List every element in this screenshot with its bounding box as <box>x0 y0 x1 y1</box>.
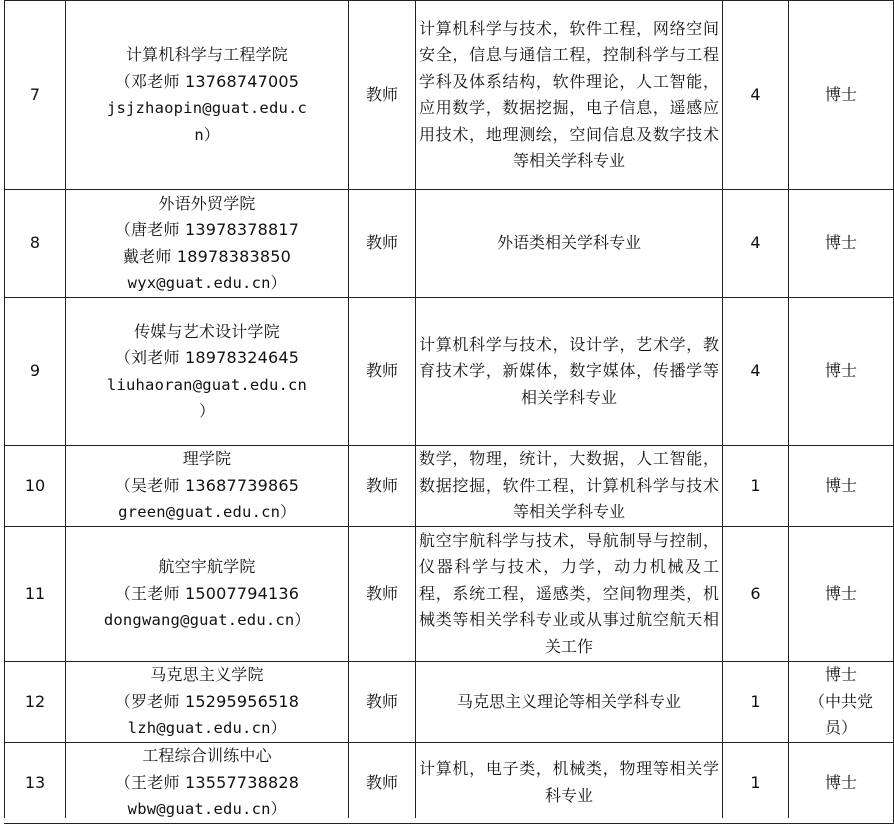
row-number: 9 <box>5 298 66 446</box>
row-number: 8 <box>5 190 66 298</box>
unit-email-cont: ） <box>199 402 215 420</box>
unit-cell <box>66 190 349 298</box>
major-cell <box>416 298 723 446</box>
row-number: 11 <box>5 527 66 662</box>
unit-email-cont: n） <box>194 125 220 144</box>
unit-name: 马克思主义学院 <box>150 665 264 685</box>
count-cell: 1 <box>723 446 789 527</box>
major-text: 马克思主义理论等相关学科专业 <box>456 691 681 711</box>
count-cell: 6 <box>723 527 789 662</box>
unit-email: jsjzhaopin@guat.edu.c <box>106 99 308 117</box>
major-text: 计算机，电子类，机械类，物理等相关学科专业 <box>419 759 719 805</box>
table-row <box>5 662 894 743</box>
major-text: 计算机科学与技术，设计学，艺术学，教育技术学，新媒体，数字媒体，传播学等相关学科专业 <box>419 334 719 407</box>
count-cell: 1 <box>723 743 789 824</box>
table-row <box>5 527 894 662</box>
unit-name: 外语外贸学院 <box>158 193 256 213</box>
unit-contact: （罗老师 15295956518 <box>114 691 300 711</box>
unit-contact: （吴老师 13687739865 <box>114 475 300 495</box>
unit-email: dongwang@guat.edu.cn） <box>103 611 311 630</box>
unit-name: 工程综合训练中心 <box>142 746 272 765</box>
unit-name: 航空宇航学院 <box>158 557 256 577</box>
unit-contact: （王老师 15007794136 <box>114 583 300 603</box>
unit-email: wbw@guat.edu.cn） <box>127 800 287 818</box>
degree-cell: 博士 <box>789 446 894 527</box>
unit-contact: （刘老师 18978324645 <box>114 348 300 367</box>
table-row <box>5 1 894 190</box>
degree-note-cont: 员） <box>824 718 857 738</box>
row-number: 7 <box>5 1 66 190</box>
position-cell: 教师 <box>349 190 416 298</box>
table-row <box>5 298 894 446</box>
major-cell <box>416 662 723 743</box>
major-cell <box>416 446 723 527</box>
count-cell: 4 <box>723 1 789 190</box>
unit-email: lzh@guat.edu.cn） <box>127 719 287 738</box>
degree-cell: 博士 <box>789 190 894 298</box>
major-cell <box>416 190 723 298</box>
degree-text: 博士 <box>824 665 857 685</box>
major-text: 航空宇航科学与技术，导航制导与控制，仪器科学与技术，力学，动力机械及工程，系统工程，遥感类，空间物理类，机械类等相关学科专业或从事过航空航天相关工作 <box>419 530 719 656</box>
unit-contact: （邓老师 13768747005 <box>114 71 300 91</box>
unit-contact: （唐老师 13978378817 <box>114 220 300 239</box>
unit-contact: （王老师 13557738828 <box>114 772 300 792</box>
recruitment-table <box>4 0 894 824</box>
count-cell: 4 <box>723 298 789 446</box>
count-cell: 4 <box>723 190 789 298</box>
degree-cell: 博士 <box>789 527 894 662</box>
degree-cell: 博士 <box>789 1 894 190</box>
degree-cell: 博士 <box>789 298 894 446</box>
major-cell <box>416 1 723 190</box>
unit-name: 计算机科学与工程学院 <box>125 45 288 64</box>
major-cell <box>416 743 723 824</box>
major-text: 数学，物理，统计，大数据，人工智能，数据挖掘，软件工程，计算机科学与技术等相关学科专业 <box>419 449 719 522</box>
position-cell: 教师 <box>349 662 416 743</box>
row-number: 13 <box>5 743 66 824</box>
degree-cell: 博士 <box>789 743 894 824</box>
position-cell: 教师 <box>349 298 416 446</box>
position-cell: 教师 <box>349 527 416 662</box>
table-row <box>5 743 894 824</box>
major-text: 计算机科学与技术，软件工程，网络空间安全，信息与通信工程，控制科学与工程学科及体系结构，软件理论，人工智能，应用数学，数据挖掘，电子信息，遥感应用技术，地理测绘，空间信息及数字技术等相关学科专业 <box>419 18 719 170</box>
unit-email: wyx@guat.edu.cn） <box>127 274 287 292</box>
table-row <box>5 190 894 298</box>
major-cell <box>416 527 723 662</box>
unit-name: 理学院 <box>182 449 232 469</box>
degree-cell <box>789 662 894 743</box>
unit-cell <box>66 527 349 662</box>
page-bottom-strip <box>0 818 817 823</box>
position-cell: 教师 <box>349 446 416 527</box>
position-cell: 教师 <box>349 743 416 824</box>
unit-cell <box>66 1 349 190</box>
unit-email: green@guat.edu.cn） <box>118 503 296 522</box>
unit-cell <box>66 662 349 743</box>
unit-cell <box>66 446 349 527</box>
position-cell: 教师 <box>349 1 416 190</box>
row-number: 12 <box>5 662 66 743</box>
count-cell: 1 <box>723 662 789 743</box>
row-number: 10 <box>5 446 66 527</box>
unit-contact-2: 戴老师 18978383850 <box>122 246 292 266</box>
unit-cell <box>66 743 349 824</box>
unit-email: liuhaoran@guat.edu.cn <box>106 375 308 394</box>
major-text: 外语类相关学科专业 <box>496 233 641 253</box>
degree-note: （中共党 <box>808 691 873 711</box>
unit-name: 传媒与艺术设计学院 <box>134 321 280 341</box>
table-row <box>5 446 894 527</box>
unit-cell <box>66 298 349 446</box>
